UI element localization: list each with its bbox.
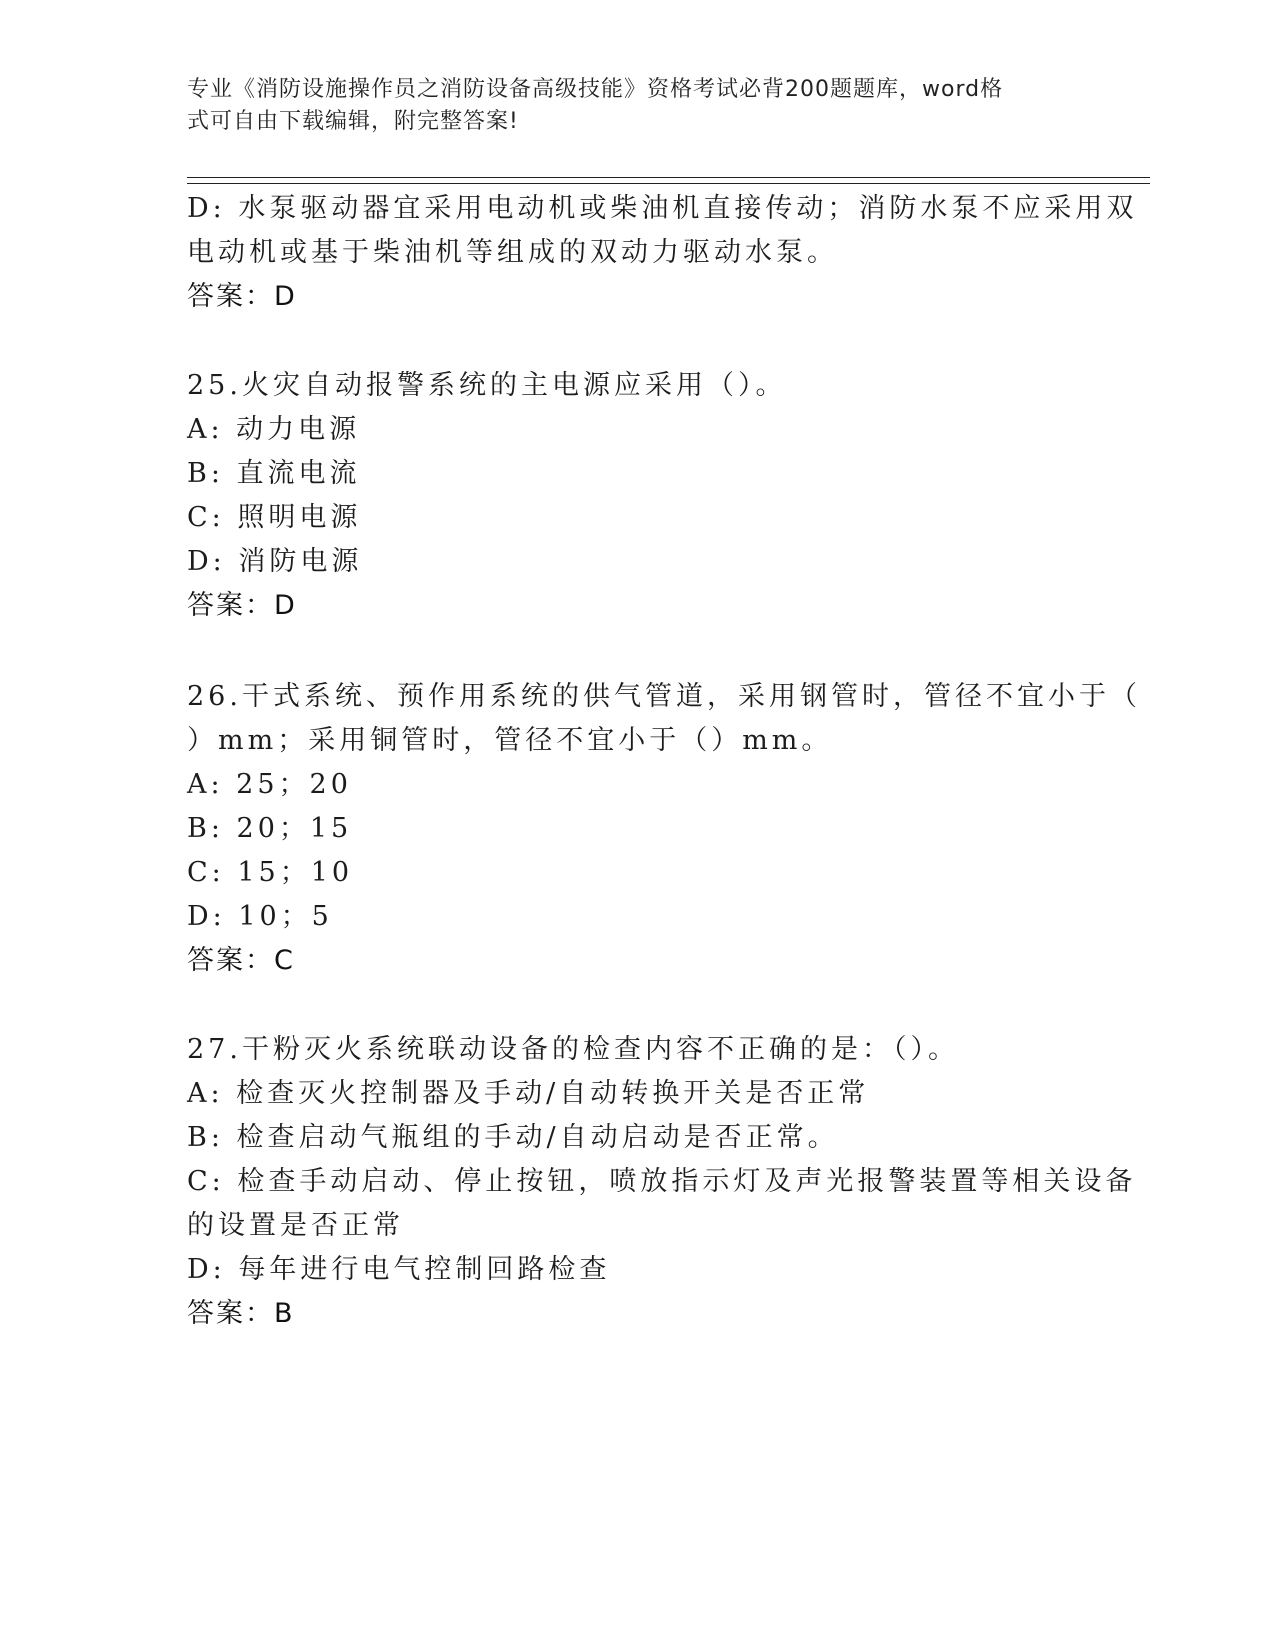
q27-option-b: B: 检查启动气瓶组的手动/自动启动是否正常。 xyxy=(187,1122,839,1153)
q24-option-d-line-2: 电动机或基于柴油机等组成的双动力驱动水泵。 xyxy=(187,237,838,268)
q25-question: 25.火灾自动报警系统的主电源应采用（）。 xyxy=(187,370,787,401)
q27-answer: 答案：B xyxy=(187,1298,295,1329)
q25-option-a: A: 动力电源 xyxy=(187,414,361,445)
document-header xyxy=(187,74,1067,138)
q25-option-c: C: 照明电源 xyxy=(187,502,362,533)
q27-option-c-line-2: 的设置是否正常 xyxy=(187,1210,404,1241)
header-line-2: 式可自由下载编辑，附完整答案! xyxy=(187,109,519,134)
q27-option-d: D: 每年进行电气控制回路检查 xyxy=(187,1254,611,1285)
q26-answer: 答案：C xyxy=(187,945,295,976)
q26-option-d: D: 10；5 xyxy=(187,901,333,932)
header-divider-bottom xyxy=(187,183,1150,184)
q24-option-d-line-1: D: 水泵驱动器宜采用电动机或柴油机直接传动；消防水泵不应采用双 xyxy=(187,193,1138,224)
q27-question: 27.干粉灭火系统联动设备的检查内容不正确的是：（）。 xyxy=(187,1034,959,1065)
q26-option-b: B: 20；15 xyxy=(187,813,353,844)
q26-question-line-2: ）mm；采用铜管时，管径不宜小于（）mm。 xyxy=(187,725,833,756)
q27-option-c-line-1: C: 检查手动启动、停止按钮，喷放指示灯及声光报警装置等相关设备 xyxy=(187,1166,1137,1197)
header-divider-top xyxy=(187,177,1150,178)
q25-answer: 答案：D xyxy=(187,590,297,621)
q25-option-d: D: 消防电源 xyxy=(187,546,363,577)
header-line-1: 专业《消防设施操作员之消防设备高级技能》资格考试必背200题题库，word格 xyxy=(187,77,1004,102)
q24-answer: 答案：D xyxy=(187,281,297,312)
q26-option-c: C: 15；10 xyxy=(187,857,354,888)
q25-option-b: B: 直流电流 xyxy=(187,458,361,489)
q26-option-a: A: 25；20 xyxy=(187,769,352,800)
q27-option-a: A: 检查灭火控制器及手动/自动转换开关是否正常 xyxy=(187,1078,870,1109)
q26-question-line-1: 26.干式系统、预作用系统的供气管道，采用钢管时，管径不宜小于（ xyxy=(187,681,1141,712)
